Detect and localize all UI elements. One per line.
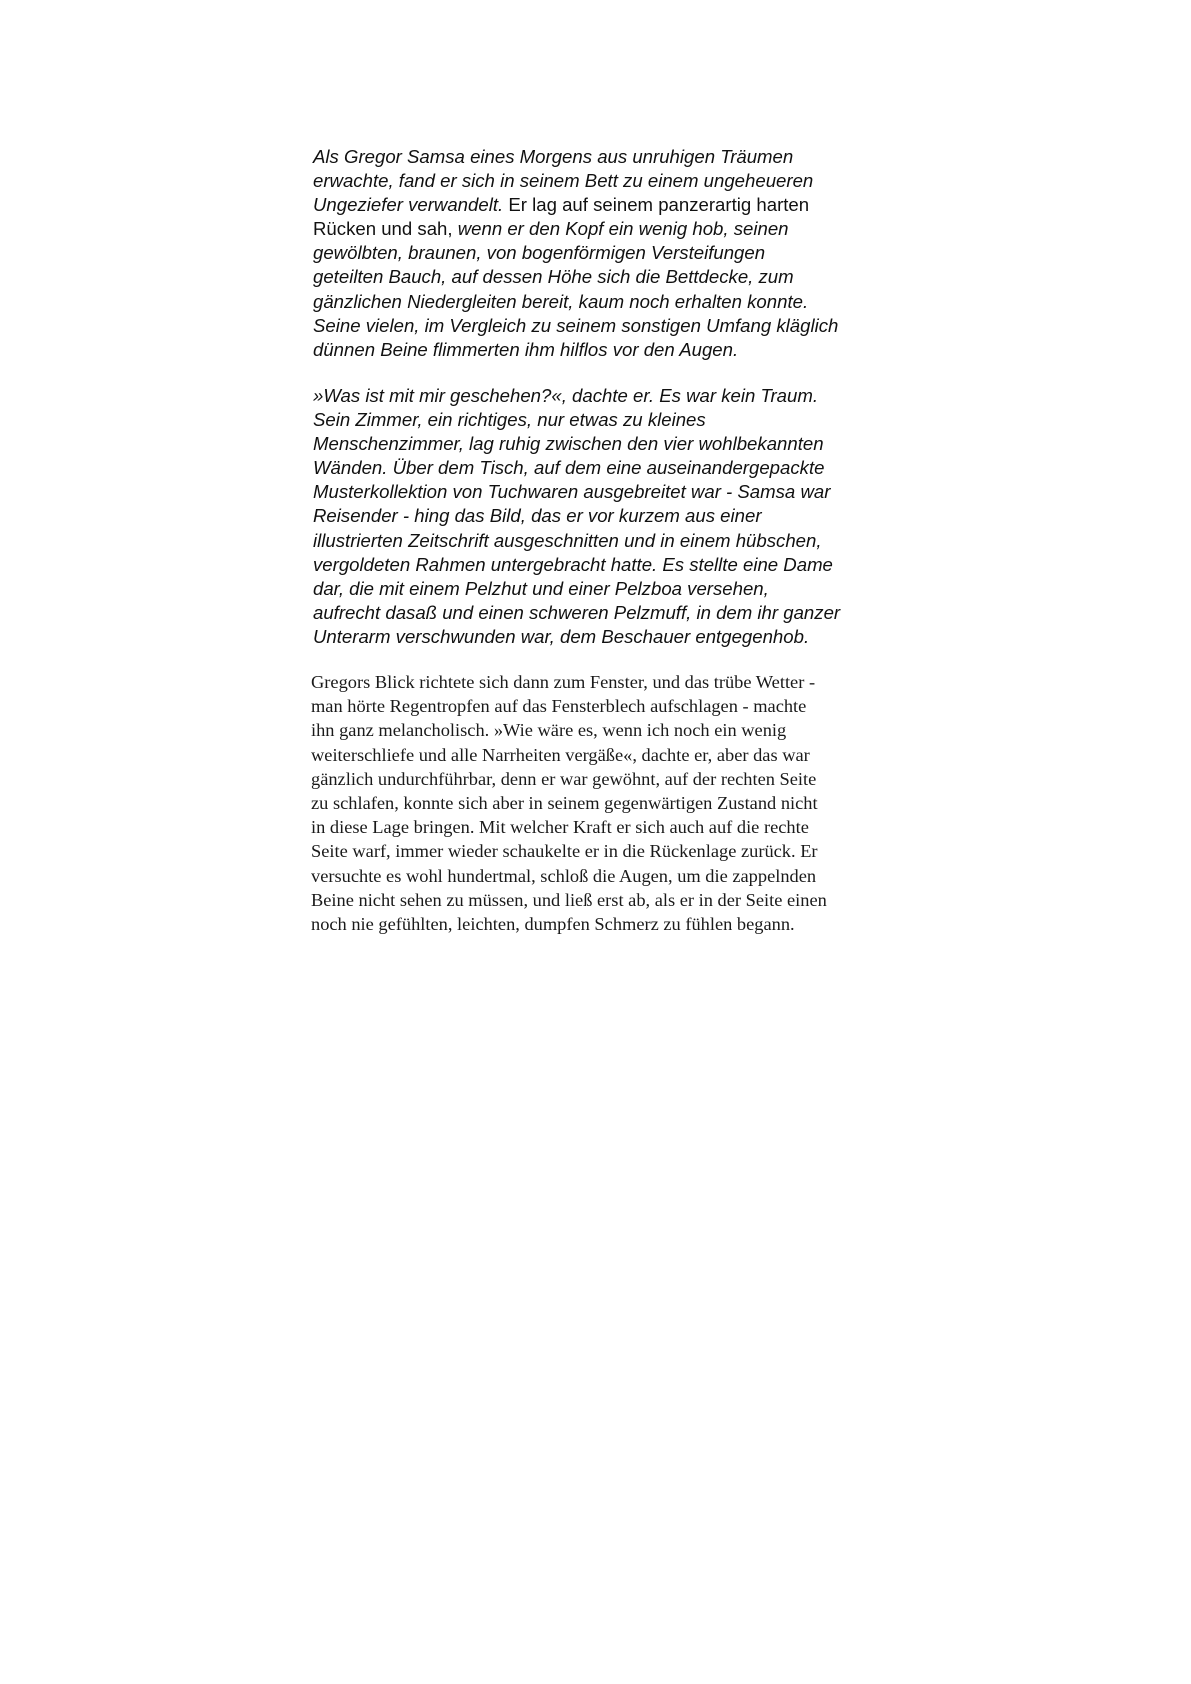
text-line: Unterarm verschwunden war, dem Beschauer entgegenhob.	[313, 625, 810, 647]
text-line: weiterschliefe und alle Narrheiten vergäße«, dachte er, aber das war	[311, 744, 810, 765]
text-line: Seite warf, immer wieder schaukelte er in die Rückenlage zurück. Er	[311, 841, 818, 862]
text-run: erwachte, fand er sich in seinem Bett zu einem ungeheueren	[313, 170, 814, 192]
text-line: man hörte Regentropfen auf das Fensterblech aufschlagen - machte	[311, 696, 807, 717]
paragraph-3	[311, 670, 891, 936]
text-line: gänzlich undurchführbar, denn er war gewöhnt, auf der rechten Seite	[311, 768, 817, 789]
text-line: versuchte es wohl hundertmal, schloß die Augen, um die zappelnden	[311, 865, 817, 886]
text-run: dünnen Beine flimmerten ihm hilflos vor den Augen.	[313, 338, 739, 360]
text-run: geteilten Bauch, auf dessen Höhe sich die Bettdecke, zum	[313, 266, 794, 288]
text-line: Musterkollektion von Tuchwaren ausgebreitet war - Samsa war	[313, 481, 831, 503]
text-line	[313, 241, 893, 265]
text-line: aufrecht dasaß und einen schweren Pelzmuff, in dem ihr ganzer	[313, 601, 841, 623]
text-line: ihn ganz melancholisch. »Wie wäre es, wenn ich noch ein wenig	[311, 720, 787, 741]
text-line: Beine nicht sehen zu müssen, und ließ erst ab, als er in der Seite einen	[311, 889, 827, 910]
text-line	[313, 290, 893, 314]
text-line: Wänden. Über dem Tisch, auf dem eine auseinandergepackte	[313, 457, 825, 479]
text-line: dar, die mit einem Pelzhut und einer Pelzboa versehen,	[313, 577, 769, 599]
text-run: Er lag auf seinem panzerartig harten	[503, 194, 810, 216]
text-line	[313, 145, 893, 169]
text-run: gewölbten, braunen, von bogenförmigen Versteifungen	[313, 242, 766, 264]
text-line: Sein Zimmer, ein richtiges, nur etwas zu kleines	[313, 409, 706, 431]
text-line: Gregors Blick richtete sich dann zum Fenster, und das trübe Wetter -	[311, 672, 816, 692]
text-line: vergoldeten Rahmen untergebracht hatte. Es stellte eine Dame	[313, 553, 833, 575]
text-run: wenn er den Kopf ein wenig hob, seinen	[457, 218, 789, 240]
text-line: zu schlafen, konnte sich aber in seinem gegenwärtigen Zustand nicht	[311, 793, 818, 814]
text-line: noch nie gefühlten, leichten, dumpfen Schmerz zu fühlen begann.	[311, 914, 795, 935]
paragraph-2	[313, 384, 893, 649]
text-line: in diese Lage bringen. Mit welcher Kraft er sich auch auf die rechte	[311, 817, 809, 838]
text-line	[313, 217, 893, 241]
text-run: Seine vielen, im Vergleich zu seinem sonstigen Umfang kläglich	[313, 314, 839, 336]
paragraph-1	[313, 145, 893, 362]
text-run: Rücken und sah,	[313, 218, 458, 240]
text-line	[313, 169, 893, 193]
text-run: Ungeziefer verwandelt.	[313, 194, 504, 216]
text-run: gänzlichen Niedergleiten bereit, kaum noch erhalten konnte.	[313, 290, 809, 312]
text-run: Als Gregor Samsa eines Morgens aus unruhigen Träumen	[313, 146, 794, 167]
text-line	[313, 338, 893, 362]
text-line: »Was ist mit mir geschehen?«, dachte er. Es war kein Traum.	[313, 385, 818, 406]
text-line: illustrierten Zeitschrift ausgeschnitten und in einem hübschen,	[313, 529, 822, 551]
text-line: Reisender - hing das Bild, das er vor kurzem aus einer	[313, 505, 762, 527]
text-line: Menschenzimmer, lag ruhig zwischen den vier wohlbekannten	[313, 433, 824, 455]
text-line	[313, 193, 893, 217]
text-line	[313, 314, 893, 338]
text-line	[313, 265, 893, 289]
